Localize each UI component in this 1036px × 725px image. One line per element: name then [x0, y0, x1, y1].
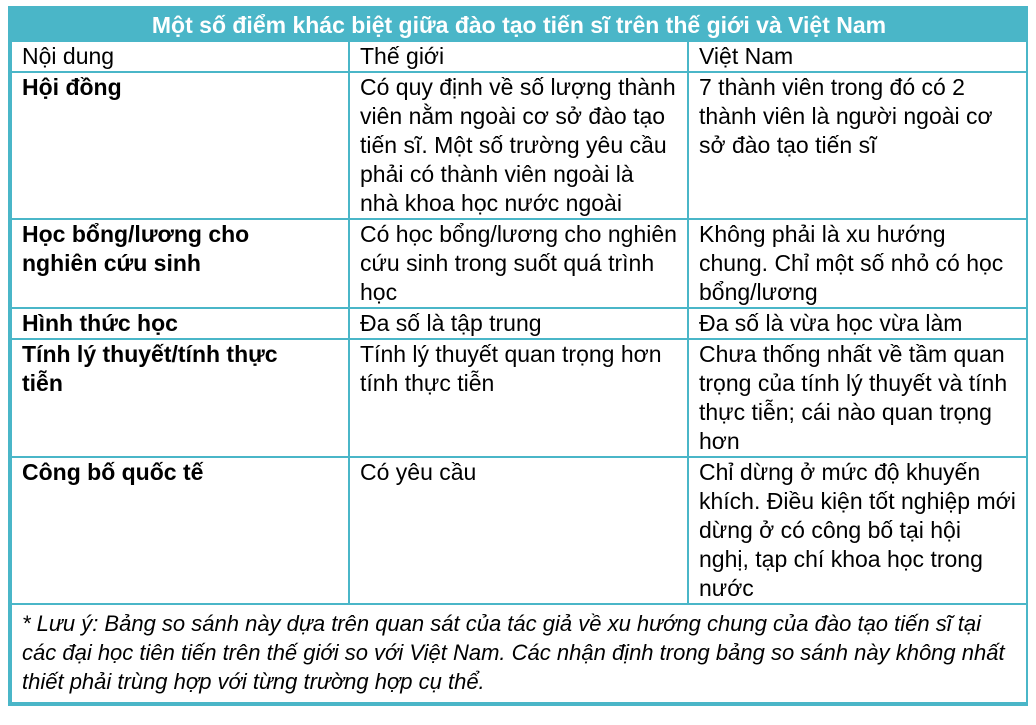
- row-topic: Tính lý thuyết/tính thực tiễn: [11, 339, 349, 457]
- table-row-council: [11, 72, 1027, 219]
- title-row: [11, 9, 1027, 41]
- row-topic: Công bố quốc tế: [11, 457, 349, 604]
- row-vietnam: Không phải là xu hướng chung. Chỉ một số nhỏ có học bổng/lương: [688, 219, 1027, 308]
- table-row-publication: [11, 457, 1027, 604]
- header-topic: Nội dung: [11, 41, 349, 72]
- row-world: Có học bổng/lương cho nghiên cứu sinh trong suốt quá trình học: [349, 219, 688, 308]
- row-world: Tính lý thuyết quan trọng hơn tính thực tiễn: [349, 339, 688, 457]
- table-row-study-mode: [11, 308, 1027, 339]
- header-world: Thế giới: [349, 41, 688, 72]
- table-row-scholarship: [11, 219, 1027, 308]
- row-world: Đa số là tập trung: [349, 308, 688, 339]
- row-vietnam: 7 thành viên trong đó có 2 thành viên là người ngoài cơ sở đào tạo tiến sĩ: [688, 72, 1027, 219]
- row-vietnam: Đa số là vừa học vừa làm: [688, 308, 1027, 339]
- row-world: Có quy định về số lượng thành viên nằm ngoài cơ sở đào tạo tiến sĩ. Một số trường yêu cầu phải có thành viên ngoài là nhà khoa học nước ngoài: [349, 72, 688, 219]
- row-vietnam: Chỉ dừng ở mức độ khuyến khích. Điều kiện tốt nghiệp mới dừng ở có công bố tại hội nghị, tạp chí khoa học trong nước: [688, 457, 1027, 604]
- header-vietnam: Việt Nam: [688, 41, 1027, 72]
- row-topic: Hình thức học: [11, 308, 349, 339]
- row-world: Có yêu cầu: [349, 457, 688, 604]
- row-topic: Học bổng/lương cho nghiên cứu sinh: [11, 219, 349, 308]
- header-row: [11, 41, 1027, 72]
- row-topic: Hội đồng: [11, 72, 349, 219]
- comparison-table: [10, 8, 1028, 704]
- comparison-table-frame: [8, 6, 1028, 706]
- table-row-theory-practice: [11, 339, 1027, 457]
- note-row: [11, 604, 1027, 703]
- table-note: * Lưu ý: Bảng so sánh này dựa trên quan sát của tác giả về xu hướng chung của đào tạo tiến sĩ tại các đại học tiên tiến trên thế giới so với Việt Nam. Các nhận định trong bảng so sánh này không nhất thiết phải trùng hợp với từng trường hợp cụ thể.: [11, 604, 1027, 703]
- row-vietnam: Chưa thống nhất về tầm quan trọng của tính lý thuyết và tính thực tiễn; cái nào quan trọng hơn: [688, 339, 1027, 457]
- table-title: Một số điểm khác biệt giữa đào tạo tiến sĩ trên thế giới và Việt Nam: [11, 9, 1027, 41]
